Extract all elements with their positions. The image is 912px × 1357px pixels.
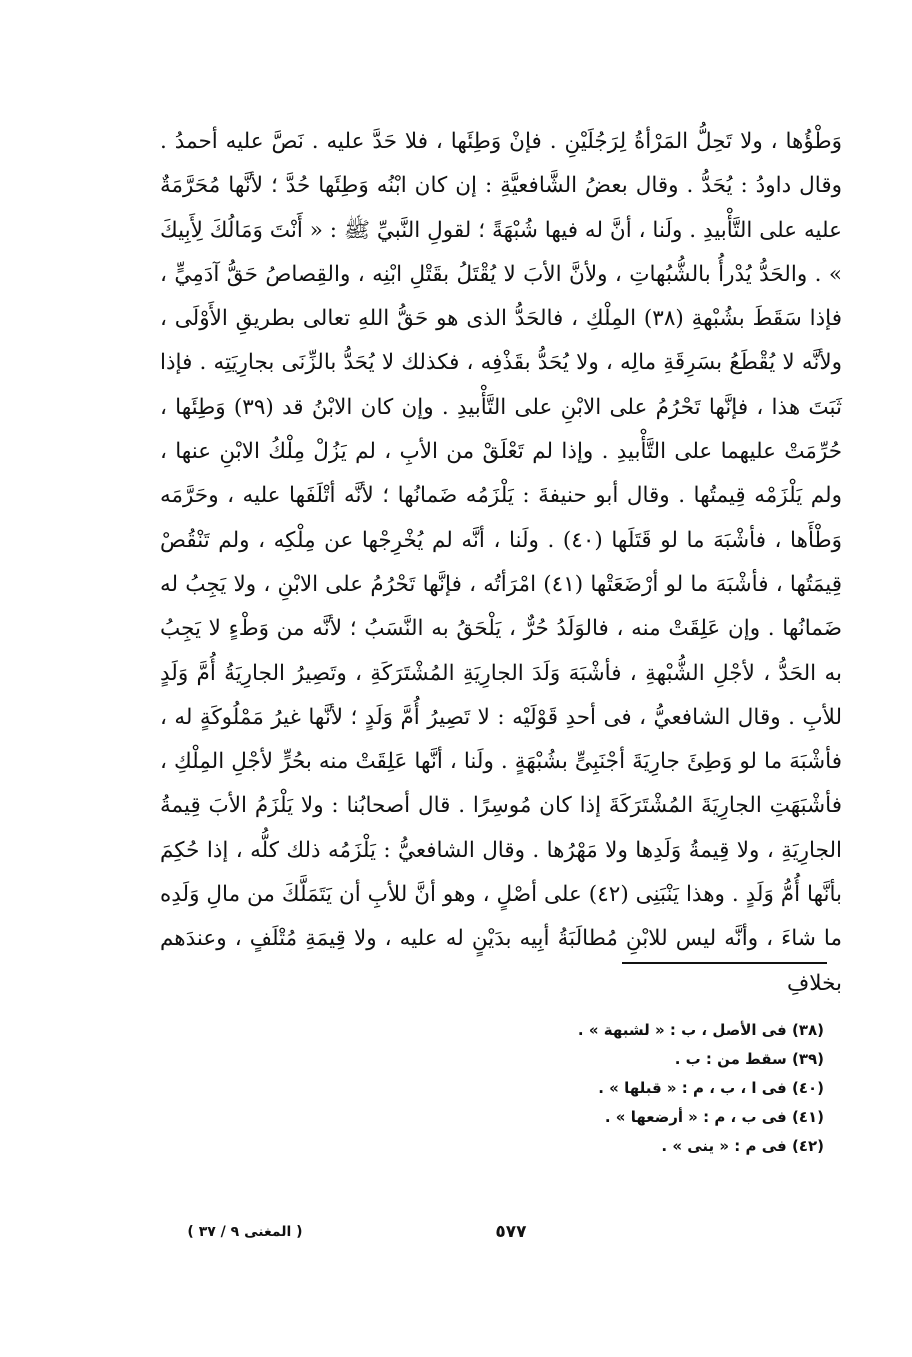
signature-mark: ( المغنى ٩ / ٣٧ ) (187, 1224, 303, 1240)
main-paragraph: وَطْؤُها ، ولا تَحِلُّ المَرْأةُ لِرَجُلَيْنِ . فإنْ وَطِئَها ، فلا حَدَّ عليه . نَصَّ عليه أحمدُ . وقال داودُ : يُحَدُّ . وقال بعضُ الشَّافعيَّةِ : إن كان ابْنُه وَطِئَها حُدَّ ؛ لأنَّها مُحَرَّمَةٌ عليه على التَّأْبيدِ . ولَنا ، أنَّ له فيها شُبْهَةً ؛ لقولِ النَّبيِّ ﷺ : « أَنْتَ وَمَالُكَ لِأَبِيكَ » . والحَدُّ يُدْرأُ بالشُّبُهاتِ ، ولأنَّ الأبَ لا يُقْتَلُ بقَتْلِ ابْنِه ، والقِصاصُ حَقُّ آدَمِيٍّ ، فإذا سَقَطَ بشُبْهةِ (٣٨) المِلْكِ ، فالحَدُّ الذى هو حَقُّ اللهِ تعالى بطريقِ الأَوْلَى ، ولأنَّه لا يُقْطَعُ بسَرِقَةِ مالِه ، ولا يُحَدُّ بقَذْفِه ، فكذلك لا يُحَدُّ بالزِّنَى بجارِيَتِه . فإذا ثَبَتَ هذا ، فإنَّها تَحْرُمُ على الابْنِ على التَّأْبيدِ . وإن كان الابْنُ قد (٣٩) وَطِئَها ، حُرِّمَتْ عليهما على التَّأْبيدِ . وإذا لم تَعْلَقْ من الأبِ ، لم يَزُلْ مِلْكُ الابْنِ عنها ، ولم يَلْزَمْه قِيمتُها . وقال أبو حنيفةَ : يَلْزَمُه ضَمانُها ؛ لأنَّه أتْلَفَها عليه ، وحَرَّمَه وَطْأَها ، فأشْبَهَ ما لو قَتَلَها (٤٠) . ولَنا ، أنَّه لم يُخْرِجْها عن مِلْكِه ، ولم تَنْقُصْ قِيمَتُها ، فأشْبَهَ ما لو أرْضَعَتْها (٤١) امْرَأتُه ، فإنَّها تَحْرُمُ على الابْنِ ، ولا يَجِبُ له ضَمانُها . وإن عَلِقَتْ منه ، فالوَلَدُ حُرٌّ ، يَلْحَقُ به النَّسَبُ ؛ لأنَّه من وَطْءٍ لا يَجِبُ به الحَدُّ ، لأجْلِ الشُّبْهةِ ، فأشْبَهَ وَلَدَ الجارِيَةِ المُشْتَرَكَةِ ، وتَصِيرُ الجارِيَةُ أُمَّ وَلَدٍ للأبِ . وقال الشافعيُّ ، فى أحدِ قَوْلَيْه : لا تَصِيرُ أُمَّ وَلَدٍ ؛ لأنَّها غيرُ مَمْلُوكَةٍ له ، فأشْبَهَ ما لو وَطِئَ جارِيَةَ أجْنَبِىٍّ بشُبْهَةٍ . ولَنا ، أنَّها عَلِقَتْ منه بحُرٍّ لأجْلِ المِلْكِ ، فأشْبَهَتِ الجارِيَةَ المُشْتَرَكَةَ إذا كان مُوسِرًا . قال أصحابُنا : ولا يَلْزَمُ الأبَ قِيمةُ الجارِيَةِ ، ولا قِيمةُ وَلَدِها ولا مَهْرُها . وقال الشافعيُّ : يَلْزَمُه ذلك كلُّه ، إذا حُكِمَ بأنَّها أُمُّ وَلَدٍ . وهذا يَنْبَنِى (٤٢) على أصْلٍ ، وهو أنَّ للأبِ أن يَتَمَلَّكَ من مالِ وَلَدِه ما شاءَ ، وأنَّه ليس للابْنِ مُطالَبَةُ أبِيه بدَيْنٍ له عليه ، ولا قِيمَةِ مُتْلَفٍ ، وعندَهم بخلافِ (160, 129, 843, 996)
footnote-39: (٣٩) سقط من : ب . (674, 1050, 824, 1068)
footnote-38: (٣٨) فى الأصل ، ب : « لشبهة » . (577, 1021, 824, 1039)
page-number: ٥٧٧ (495, 1222, 527, 1242)
footnote-separator (622, 962, 827, 964)
footnote-40: (٤٠) فى ا ، ب ، م : « قبلها » . (598, 1079, 824, 1097)
main-text-block (160, 120, 842, 1006)
footnotes-block (424, 1016, 824, 1161)
footnote-42: (٤٢) فى م : « ينى » . (661, 1137, 824, 1155)
footnote-41: (٤١) فى ب ، م : « أرضعها » . (604, 1108, 824, 1126)
